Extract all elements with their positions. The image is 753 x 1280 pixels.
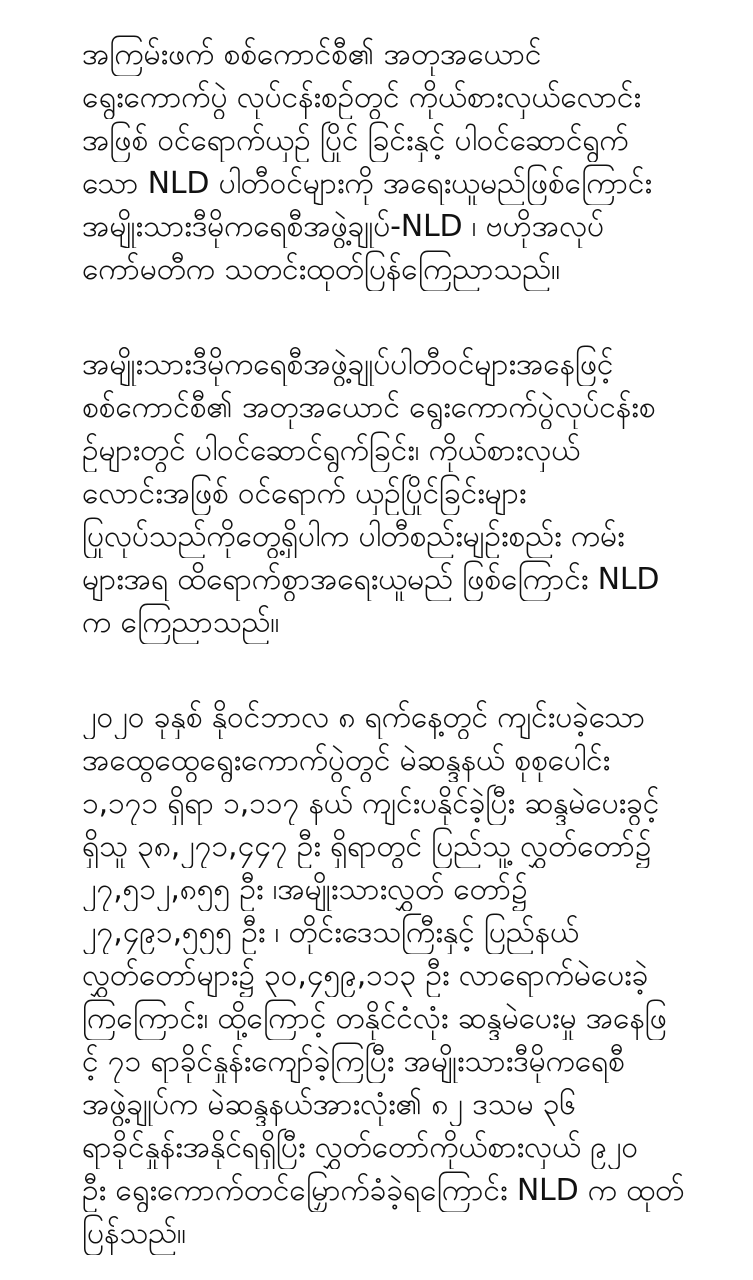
text-line: ရှိသူ ၃၈,၂၇၁,၄၄၇ ဦး ရှိရာတွင် ပြည်သူ့ လွှတ်တော်၌ — [82, 829, 652, 864]
paragraph-action — [82, 343, 722, 644]
text-line: အကြမ်းဖက် စစ်ကောင်စီ၏ အတုအယောင် — [82, 37, 542, 72]
text-line: စစ်ကောင်စီ၏ အတုအယောင် ရွေးကောက်ပွဲလုပ်ငန်းစ — [82, 390, 656, 425]
text-line: အထွေထွေရွေးကောက်ပွဲတွင် မဲဆန္ဒနယ် စုစုပေါင်း — [82, 743, 611, 778]
text-line: ပြုလုပ်သည်ကိုတွေ့ရှိပါက ပါတီစည်းမျဉ်းစည်း ကမ်း — [82, 519, 625, 554]
paragraph-announcement — [82, 33, 722, 291]
text-line: အဖွဲ့ချုပ်က မဲဆန္ဒနယ်အားလုံး၏ ၈၂ ဒသမ ၃၆ — [82, 1087, 577, 1122]
text-line: ဦး ရွေးကောက်တင်မြှောက်ခံခဲ့ရကြောင်း NLD က ထုတ် — [82, 1173, 685, 1208]
text-line: လောင်းအဖြစ် ဝင်ရောက် ယှဉ်ပြိုင်ခြင်းများ — [82, 476, 527, 511]
text-line: အမျိုးသားဒီမိုကရေစီအဖွဲ့ချုပ်ပါတီဝင်များအနေဖြင့် — [82, 347, 614, 382]
text-line: လွှတ်တော်များ၌ ၃၀,၄၅၉,၁၁၃ ဦး လာရောက်မဲပေးခဲ့ — [82, 958, 649, 993]
text-line: သော NLD ပါတီဝင်များကို အရေးယူမည်ဖြစ်ကြောင်း — [82, 166, 652, 201]
text-line: ၂၀၂၀ ခုနှစ် နိုဝင်ဘာလ ၈ ရက်နေ့တွင် ကျင်းပခဲ့သော — [82, 700, 646, 735]
text-line: င့် ၇၁ ရာခိုင်နှုန်းကျော်ခဲ့ကြပြီး အမျိုးသားဒီမိုကရေစီ — [82, 1044, 625, 1079]
text-line: ကော်မတီက သတင်းထုတ်ပြန်ကြေညာသည်။ — [82, 252, 560, 287]
text-line: ၂၇,၄၉၁,၅၅၅ ဦး ၊ တိုင်းဒေသကြီးနှင့် ပြည်နယ် — [82, 915, 579, 950]
text-line: အဖြစ် ဝင်ရောက်ယှဉ် ပြိုင် ခြင်းနှင့် ပါဝင်ဆောင်ရွက် — [82, 123, 629, 158]
text-line: ပြန်သည်။ — [82, 1216, 186, 1251]
text-line: က ကြေညာသည်။ — [82, 605, 280, 640]
text-line: ဉ်များတွင် ပါဝင်ဆောင်ရွက်ခြင်း၊ ကိုယ်စားလှယ် — [82, 433, 581, 468]
text-line: ကြကြောင်း၊ ထို့ကြောင့် တနိုင်ငံလုံး ဆန္ဒမဲပေးမှု အနေဖြ — [82, 1001, 667, 1036]
text-line: ရွေးကောက်ပွဲ လုပ်ငန်းစဉ်တွင် ကိုယ်စားလှယ်လောင်း — [82, 80, 641, 115]
paragraph-election-results — [82, 696, 722, 1255]
text-line: ရာခိုင်နှုန်းအနိုင်ရရှိပြီး လွှတ်တော်ကိုယ်စားလှယ် ၉၂၀ — [82, 1130, 639, 1165]
text-line: များအရ ထိရောက်စွာအရေးယူမည် ဖြစ်ကြောင်း NLD — [82, 562, 660, 597]
text-line: ၂၇,၅၁၂,၈၅၅ ဦး ၊အမျိုးသားလွှတ် တော်၌ — [82, 872, 528, 907]
text-line: ၁,၁၇၁ ရှိရာ ၁,၁၁၇ နယ် ကျင်းပနိုင်ခဲ့ပြီး ဆန္ဒမဲပေးခွင့် — [82, 786, 660, 821]
text-line: အမျိုးသားဒီမိုကရေစီအဖွဲ့ချုပ်-NLD ၊ ဗဟိုအလုပ် — [82, 209, 604, 244]
